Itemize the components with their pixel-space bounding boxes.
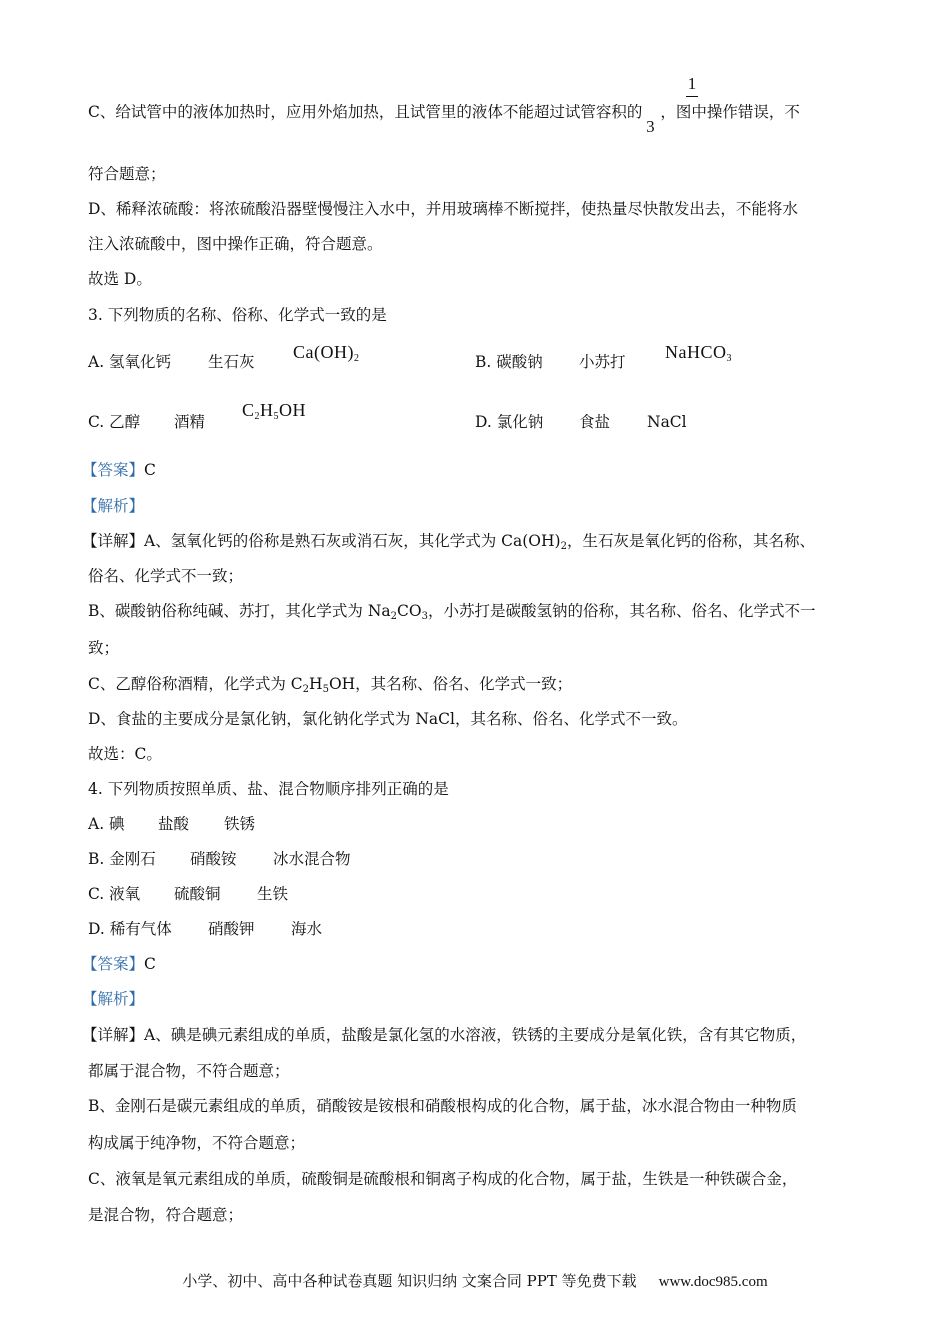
q3-explain-b2: 致； — [88, 639, 120, 657]
q4-option-a: A. 碘 盐酸 铁锈 — [88, 815, 256, 833]
q3-explain-d: D、食盐的主要成分是氯化钠，氯化钠化学式为 NaCl，其名称、俗名、化学式不一致。 — [88, 710, 688, 728]
footer-text: 小学、初中、高中各种试卷真题 知识归纳 文案合同 PPT 等免费下载 — [182, 1272, 637, 1290]
q4-option-d: D. 稀有气体 硝酸钾 海水 — [88, 920, 323, 938]
q3-option-b-formula: NaHCO$_3$ — [665, 342, 732, 364]
q3-answer: 【答案】C — [82, 461, 156, 479]
prev-choice: 故选 D。 — [88, 270, 152, 288]
q3-option-d: D. 氯化钠 食盐 NaCl — [475, 413, 687, 431]
q3-analysis-tag: 【解析】 — [82, 497, 145, 515]
fraction-numerator: 1 — [687, 74, 697, 93]
q4-answer: 【答案】C — [82, 955, 156, 973]
q4-option-b: B. 金刚石 硝酸铵 冰水混合物 — [88, 850, 351, 868]
q4-explain-c2: 是混合物，符合题意； — [88, 1206, 244, 1224]
prev-d-line1: D、稀释浓硫酸：将浓硫酸沿器壁慢慢注入水中，并用玻璃棒不断搅拌，使热量尽快散发出去，不能将水 — [88, 200, 798, 218]
prev-c-line: C、给试管中的液体加热时，应用外焰加热，且试管里的液体不能超过试管容积的 3 ，图中操作错误，不 — [88, 103, 800, 136]
fraction-bar — [686, 96, 698, 97]
footer-link[interactable]: www.doc985.com — [658, 1274, 768, 1290]
q4-explain-a2: 都属于混合物，不符合题意； — [88, 1062, 290, 1080]
q3-option-a-formula: $Ca(OH)_2$ — [293, 342, 360, 364]
q4-explain-a1: 【详解】A、碘是碘元素组成的单质，盐酸是氯化氢的水溶液，铁锈的主要成分是氧化铁，含有其它物质， — [82, 1026, 807, 1044]
prev-c-line2: 符合题意； — [88, 165, 166, 183]
page-footer — [0, 1270, 950, 1291]
q3-option-c-formula: $C_2H_5OH$ — [242, 400, 307, 422]
q3-explain-a1: 【详解】A、氢氧化钙的俗称是熟石灰或消石灰，其化学式为 $Ca(OH)_2$，生石灰是氧化钙的俗称，其名称、 — [82, 532, 815, 552]
q3-option-a: A. 氢氧化钙 生石灰 — [88, 353, 255, 371]
fraction-denominator: 3 — [646, 117, 655, 136]
q3-option-b: B. 碳酸钠 小苏打 — [475, 353, 626, 371]
q4-explain-b1: B、金刚石是碳元素组成的单质，硝酸铵是铵根和硝酸根构成的化合物，属于盐，冰水混合物由一种物质 — [88, 1097, 797, 1115]
q4-explain-b2: 构成属于纯净物，不符合题意； — [88, 1134, 306, 1152]
q3-stem: 3. 下列物质的名称、俗称、化学式一致的是 — [88, 306, 387, 324]
q4-option-c: C. 液氧 硫酸铜 生铁 — [88, 885, 289, 903]
q4-explain-c1: C、液氧是氧元素组成的单质，硫酸铜是硫酸根和铜离子构成的化合物，属于盐，生铁是一种铁碳合金， — [88, 1170, 798, 1188]
prev-d-line2: 注入浓硫酸中，图中操作正确，符合题意。 — [88, 235, 383, 253]
q3-choice: 故选：C。 — [88, 745, 162, 763]
q3-explain-a2: 俗名、化学式不一致； — [88, 567, 244, 585]
q4-analysis-tag: 【解析】 — [82, 990, 145, 1008]
q3-explain-c: C、乙醇俗称酒精，化学式为 $C_2H_5OH$，其名称、俗名、化学式一致； — [88, 675, 573, 695]
q3-explain-b1: B、碳酸钠俗称纯碱、苏打，其化学式为 $Na_2CO_3$，小苏打是碳酸氢钠的俗称，其名称、俗名、化学式不一 — [88, 602, 816, 622]
q3-option-c: C. 乙醇 酒精 — [88, 413, 206, 431]
q4-stem: 4. 下列物质按照单质、盐、混合物顺序排列正确的是 — [88, 780, 449, 798]
